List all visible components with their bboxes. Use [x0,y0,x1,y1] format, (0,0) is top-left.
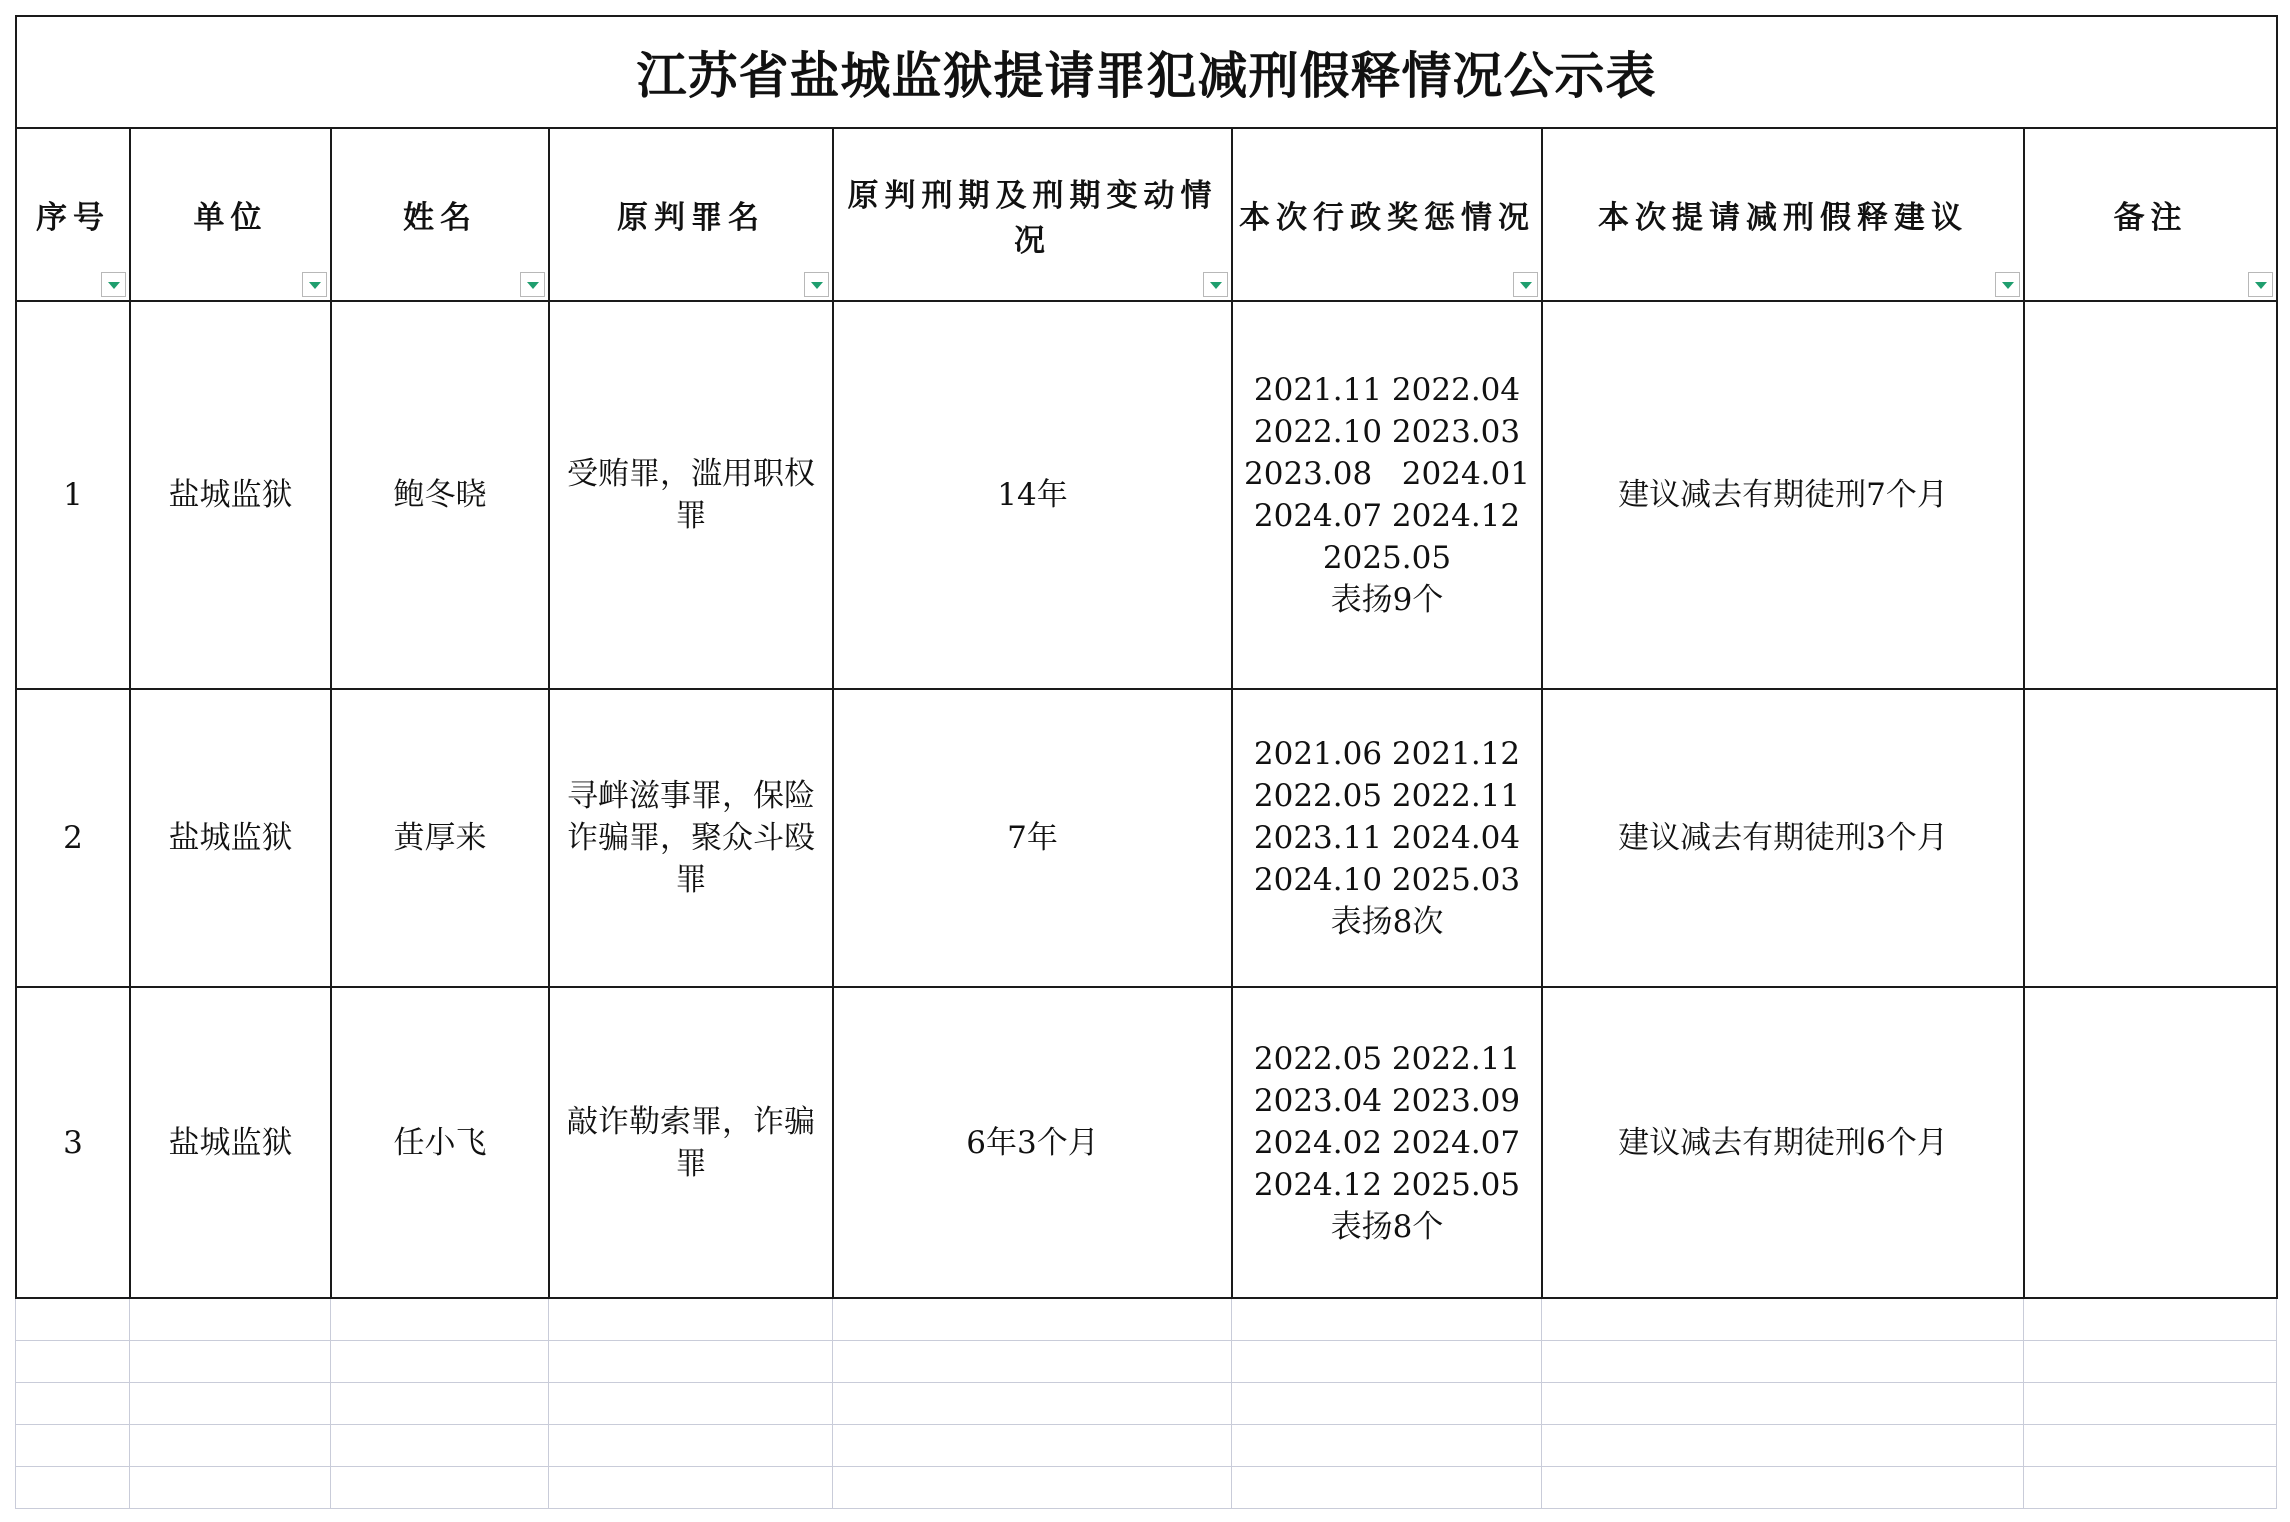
empty-cell[interactable] [833,1299,1232,1341]
header-label: 原判刑期及刑期变动情况 [847,177,1218,259]
empty-cell[interactable] [833,1383,1232,1425]
reward-line: 2022.10 2023.03 [1253,414,1521,450]
empty-row [16,1383,2277,1425]
empty-cell[interactable] [549,1299,833,1341]
cell-crime[interactable]: 敲诈勒索罪，诈骗罪 [549,987,833,1298]
empty-cell[interactable] [549,1467,833,1509]
table-row [16,987,2277,1298]
empty-cell[interactable] [16,1299,130,1341]
empty-cell[interactable] [1232,1425,1542,1467]
empty-cell[interactable] [2024,1383,2277,1425]
empty-cell[interactable] [1232,1299,1542,1341]
cell-note[interactable] [2024,987,2277,1298]
empty-cell[interactable] [1232,1341,1542,1383]
empty-cell[interactable] [130,1299,331,1341]
header-unit [130,128,331,301]
publicity-table [15,15,2278,1299]
filter-dropdown-icon[interactable] [1513,272,1538,297]
cell-seq[interactable]: 2 [16,689,130,987]
header-note [2024,128,2277,301]
reward-line: 表扬8个 [1330,1208,1444,1245]
filter-dropdown-icon[interactable] [101,272,126,297]
reward-line: 2024.12 2025.05 [1253,1166,1521,1203]
reward-line: 2024.10 2025.03 [1253,862,1521,898]
empty-cell[interactable] [1542,1299,2024,1341]
empty-cell[interactable] [130,1425,331,1467]
empty-cell[interactable] [549,1425,833,1467]
cell-suggestion[interactable]: 建议减去有期徒刑7个月 [1542,301,2024,689]
reward-line: 2021.11 2022.04 [1253,372,1521,408]
empty-cell[interactable] [16,1341,130,1383]
reward-line: 2023.04 2023.09 [1253,1082,1521,1119]
empty-cell[interactable] [2024,1299,2277,1341]
header-row [16,128,2277,301]
cell-term[interactable]: 6年3个月 [833,987,1232,1298]
reward-line: 2021.06 2021.12 [1253,736,1521,772]
empty-cell[interactable] [1542,1425,2024,1467]
cell-unit[interactable]: 盐城监狱 [130,987,331,1298]
header-seq [16,128,130,301]
empty-cell[interactable] [331,1383,549,1425]
empty-cell[interactable] [331,1299,549,1341]
cell-crime[interactable]: 受贿罪，滥用职权罪 [549,301,833,689]
spreadsheet [15,15,2276,1509]
header-label: 备注 [2113,200,2188,236]
filter-dropdown-icon[interactable] [804,272,829,297]
empty-cell[interactable] [130,1467,331,1509]
empty-row [16,1467,2277,1509]
empty-cell[interactable] [833,1341,1232,1383]
header-label: 原判罪名 [617,200,765,236]
empty-cell[interactable] [833,1467,1232,1509]
cell-reward[interactable] [1232,987,1542,1298]
header-term [833,128,1232,301]
empty-cell[interactable] [2024,1467,2277,1509]
empty-cell[interactable] [16,1425,130,1467]
empty-cell[interactable] [331,1425,549,1467]
header-label: 单位 [193,200,268,236]
reward-line: 表扬9个 [1330,582,1444,618]
cell-name[interactable]: 任小飞 [331,987,549,1298]
cell-name[interactable]: 黄厚来 [331,689,549,987]
table-title: 江苏省盐城监狱提请罪犯减刑假释情况公示表 [16,16,2277,128]
empty-cell[interactable] [130,1383,331,1425]
reward-line: 2025.05 [1322,540,1452,576]
cell-term[interactable]: 14年 [833,301,1232,689]
empty-cell[interactable] [2024,1341,2277,1383]
empty-cell[interactable] [130,1341,331,1383]
empty-cell[interactable] [549,1383,833,1425]
empty-cell[interactable] [1232,1467,1542,1509]
cell-crime[interactable]: 寻衅滋事罪，保险诈骗罪，聚众斗殴罪 [549,689,833,987]
cell-seq[interactable]: 1 [16,301,130,689]
reward-line: 2022.05 2022.11 [1253,778,1521,814]
cell-seq[interactable]: 3 [16,987,130,1298]
reward-line: 表扬8次 [1330,904,1444,940]
empty-cell[interactable] [1542,1341,2024,1383]
reward-line: 2024.02 2024.07 [1253,1124,1521,1161]
filter-dropdown-icon[interactable] [1203,272,1228,297]
empty-cell[interactable] [1542,1383,2024,1425]
empty-cell[interactable] [549,1341,833,1383]
cell-term[interactable]: 7年 [833,689,1232,987]
empty-row [16,1425,2277,1467]
table-row [16,301,2277,689]
cell-name[interactable]: 鲍冬晓 [331,301,549,689]
empty-grid [15,1299,2277,1509]
header-name [331,128,549,301]
filter-dropdown-icon[interactable] [302,272,327,297]
filter-dropdown-icon[interactable] [2248,272,2273,297]
reward-line: 2022.05 2022.11 [1253,1040,1521,1077]
empty-row [16,1299,2277,1341]
empty-row [16,1341,2277,1383]
cell-reward[interactable] [1232,301,1542,689]
table-row [16,689,2277,987]
empty-cell[interactable] [16,1467,130,1509]
reward-line: 2023.11 2024.04 [1253,820,1521,856]
empty-cell[interactable] [2024,1425,2277,1467]
cell-note[interactable] [2024,301,2277,689]
filter-dropdown-icon[interactable] [1995,272,2020,297]
cell-suggestion[interactable]: 建议减去有期徒刑6个月 [1542,987,2024,1298]
header-label: 本次行政奖惩情况 [1239,200,1535,236]
cell-suggestion[interactable]: 建议减去有期徒刑3个月 [1542,689,2024,987]
empty-cell[interactable] [331,1341,549,1383]
header-suggestion [1542,128,2024,301]
empty-cell[interactable] [833,1425,1232,1467]
cell-unit[interactable]: 盐城监狱 [130,301,331,689]
empty-cell[interactable] [1542,1467,2024,1509]
reward-line: 2023.08 2024.01 [1244,456,1530,492]
empty-cell[interactable] [16,1383,130,1425]
header-label: 姓名 [403,200,477,236]
header-label: 本次提请减刑假释建议 [1598,200,1968,236]
empty-cell[interactable] [331,1467,549,1509]
cell-unit[interactable]: 盐城监狱 [130,689,331,987]
header-crime [549,128,833,301]
filter-dropdown-icon[interactable] [520,272,545,297]
reward-line: 2024.07 2024.12 [1253,498,1521,534]
header-label: 序号 [36,200,110,236]
empty-cell[interactable] [1232,1383,1542,1425]
header-reward [1232,128,1542,301]
cell-note[interactable] [2024,689,2277,987]
cell-reward[interactable] [1232,689,1542,987]
